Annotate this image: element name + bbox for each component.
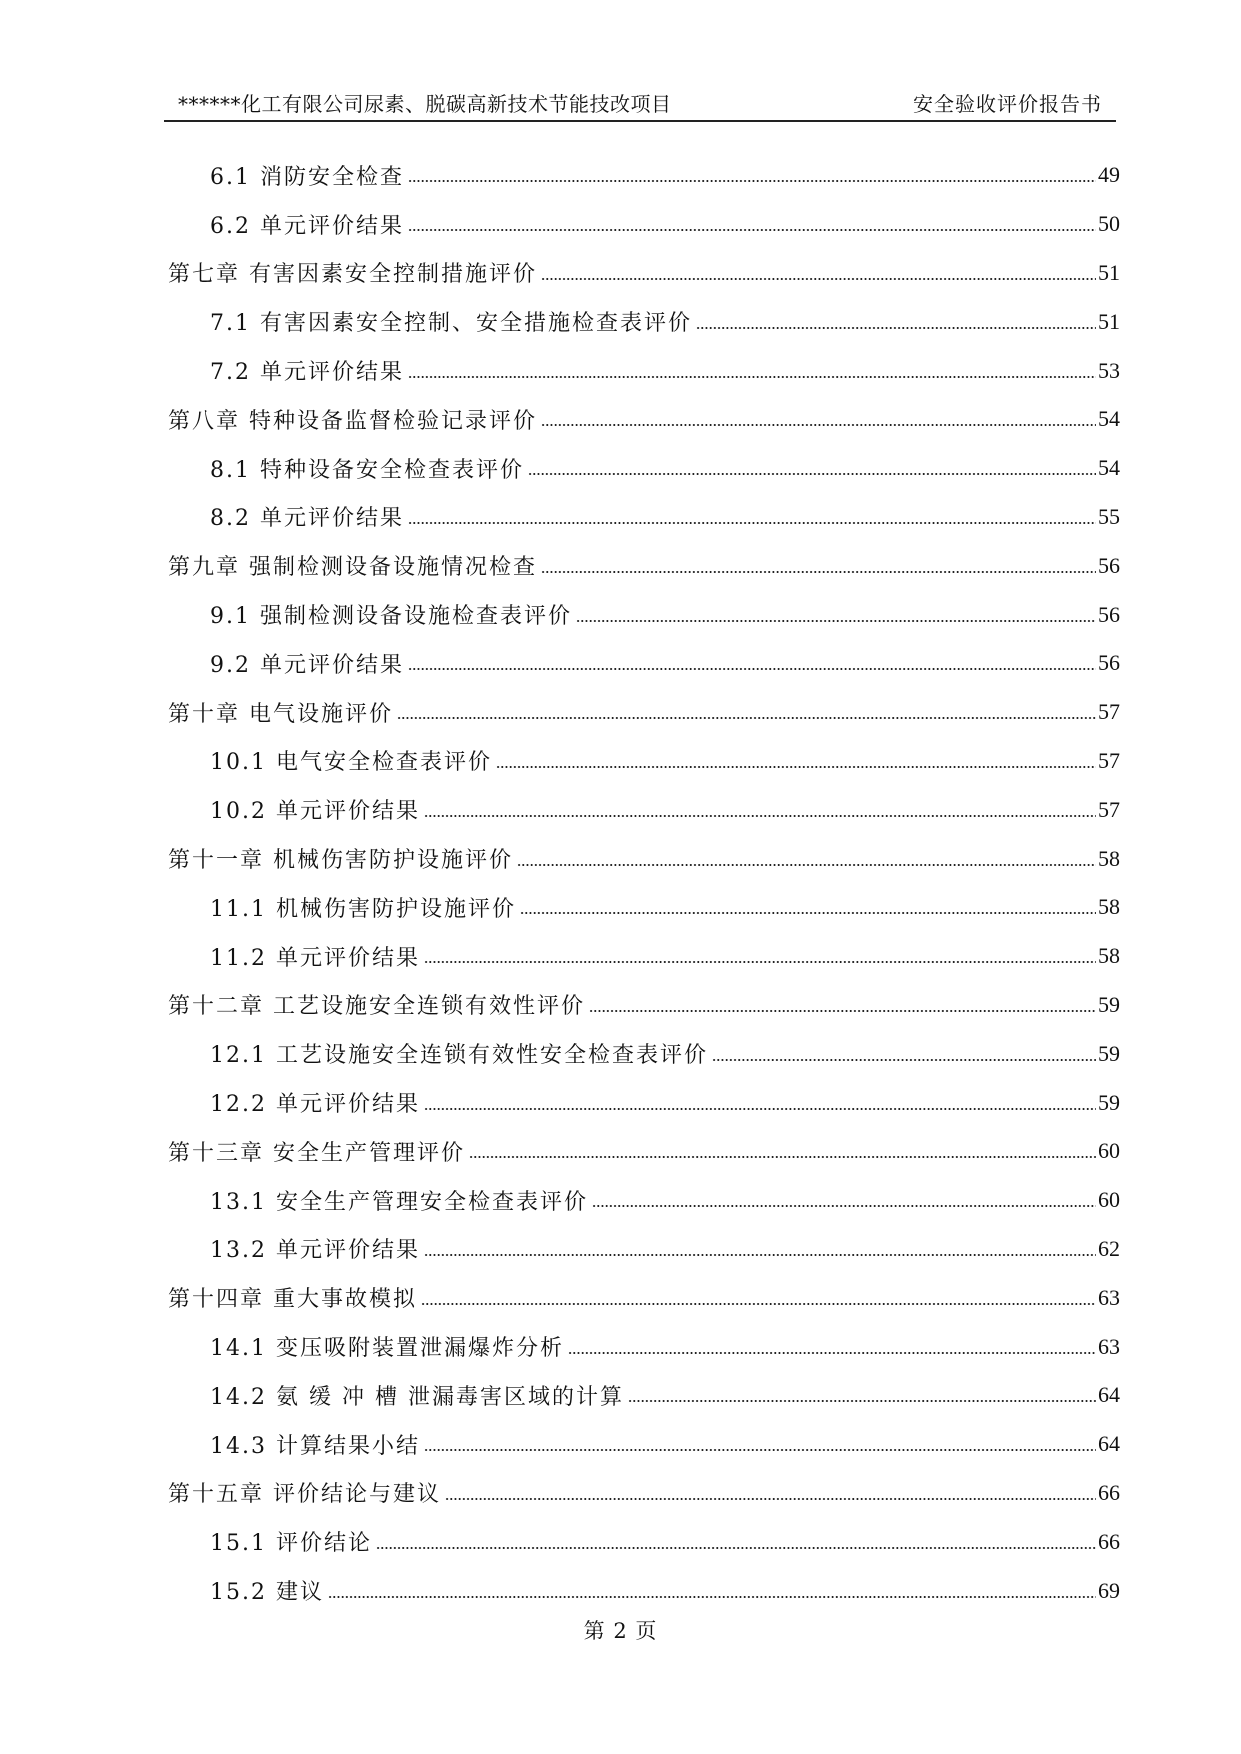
toc-chapter-entry[interactable] [168, 1273, 1120, 1322]
page-header [164, 86, 1116, 122]
toc-dot-leader [424, 1449, 1096, 1451]
toc-section-entry[interactable] [168, 346, 1120, 395]
toc-section-entry[interactable] [168, 590, 1120, 639]
toc-entry-title: 第十五章 评价结论与建议 [168, 1482, 441, 1508]
toc-entry-page-number: 60 [1098, 1187, 1120, 1213]
toc-dot-leader [445, 1498, 1096, 1500]
toc-entry-title: 第十二章 工艺设施安全连锁有效性评价 [168, 994, 585, 1020]
toc-section-entry[interactable] [168, 1176, 1120, 1225]
toc-entry-title: 11.1 机械伤害防护设施评价 [210, 896, 516, 922]
toc-entry-title: 10.2 单元评价结果 [210, 799, 420, 825]
toc-section-entry[interactable] [168, 1566, 1120, 1615]
toc-section-entry[interactable] [168, 200, 1120, 249]
toc-entry-page-number: 57 [1098, 796, 1120, 822]
toc-entry-title: 7.2 单元评价结果 [210, 360, 404, 386]
toc-section-entry[interactable] [168, 1029, 1120, 1078]
toc-section-entry[interactable] [168, 1420, 1120, 1469]
toc-entry-title: 11.2 单元评价结果 [210, 945, 420, 971]
toc-dot-leader [528, 473, 1096, 475]
toc-entry-title: 第十一章 机械伤害防护设施评价 [168, 848, 513, 874]
toc-entry-page-number: 62 [1098, 1235, 1120, 1261]
toc-entry-title: 6.2 单元评价结果 [210, 213, 404, 239]
toc-dot-leader [408, 668, 1096, 670]
toc-entry-title: 8.1 特种设备安全检查表评价 [210, 457, 524, 483]
toc-dot-leader [424, 961, 1096, 963]
toc-entry-page-number: 69 [1098, 1577, 1120, 1603]
toc-section-entry[interactable] [168, 1078, 1120, 1127]
toc-entry-page-number: 66 [1098, 1528, 1120, 1554]
toc-dot-leader [628, 1400, 1096, 1402]
toc-dot-leader [424, 815, 1096, 817]
toc-entry-title: 12.2 单元评价结果 [210, 1092, 420, 1118]
toc-section-entry[interactable] [168, 883, 1120, 932]
toc-dot-leader [517, 864, 1096, 866]
toc-dot-leader [696, 327, 1096, 329]
toc-section-entry[interactable] [168, 1517, 1120, 1566]
toc-entry-page-number: 54 [1098, 455, 1120, 481]
toc-entry-title: 15.1 评价结论 [210, 1531, 372, 1557]
toc-entry-title: 8.2 单元评价结果 [210, 506, 404, 532]
toc-entry-title: 14.1 变压吸附装置泄漏爆炸分析 [210, 1336, 564, 1362]
toc-chapter-entry[interactable] [168, 541, 1120, 590]
toc-entry-title: 6.1 消防安全检查 [210, 164, 404, 190]
toc-entry-page-number: 56 [1098, 552, 1120, 578]
header-report-title: 安全验收评价报告书 [913, 92, 1102, 116]
toc-dot-leader [424, 1254, 1096, 1256]
toc-entry-page-number: 57 [1098, 747, 1120, 773]
toc-entry-title: 第八章 特种设备监督检验记录评价 [168, 408, 537, 434]
toc-entry-page-number: 60 [1098, 1138, 1120, 1164]
toc-entry-page-number: 49 [1098, 162, 1120, 188]
table-of-contents [168, 151, 1120, 1615]
toc-dot-leader [541, 424, 1096, 426]
toc-entry-title: 12.1 工艺设施安全连锁有效性安全检查表评价 [210, 1043, 708, 1069]
toc-entry-title: 14.3 计算结果小结 [210, 1433, 420, 1459]
toc-section-entry[interactable] [168, 737, 1120, 786]
toc-chapter-entry[interactable] [168, 1469, 1120, 1518]
toc-dot-leader [576, 620, 1096, 622]
toc-entry-title: 14.2 氨 缓 冲 槽 泄漏毒害区域的计算 [210, 1384, 624, 1410]
toc-chapter-entry[interactable] [168, 395, 1120, 444]
toc-section-entry[interactable] [168, 444, 1120, 493]
toc-dot-leader [712, 1059, 1096, 1061]
toc-dot-leader [592, 1205, 1096, 1207]
toc-entry-title: 第十三章 安全生产管理评价 [168, 1140, 465, 1166]
toc-chapter-entry[interactable] [168, 834, 1120, 883]
toc-entry-page-number: 56 [1098, 601, 1120, 627]
toc-entry-page-number: 58 [1098, 845, 1120, 871]
toc-entry-page-number: 66 [1098, 1479, 1120, 1505]
toc-dot-leader [328, 1596, 1096, 1598]
toc-dot-leader [421, 1303, 1096, 1305]
toc-section-entry[interactable] [168, 297, 1120, 346]
toc-chapter-entry[interactable] [168, 249, 1120, 298]
toc-dot-leader [589, 1010, 1096, 1012]
toc-entry-page-number: 56 [1098, 650, 1120, 676]
toc-section-entry[interactable] [168, 785, 1120, 834]
toc-section-entry[interactable] [168, 1371, 1120, 1420]
toc-dot-leader [541, 571, 1096, 573]
toc-dot-leader [424, 1108, 1096, 1110]
toc-dot-leader [541, 278, 1096, 280]
toc-chapter-entry[interactable] [168, 1127, 1120, 1176]
toc-entry-page-number: 63 [1098, 1284, 1120, 1310]
toc-dot-leader [397, 717, 1096, 719]
toc-entry-page-number: 63 [1098, 1333, 1120, 1359]
toc-section-entry[interactable] [168, 932, 1120, 981]
toc-chapter-entry[interactable] [168, 688, 1120, 737]
toc-entry-title: 9.1 强制检测设备设施检查表评价 [210, 604, 572, 630]
toc-entry-title: 10.1 电气安全检查表评价 [210, 750, 492, 776]
toc-dot-leader [408, 180, 1096, 182]
toc-entry-page-number: 50 [1098, 211, 1120, 237]
toc-entry-page-number: 58 [1098, 943, 1120, 969]
toc-entry-title: 第十章 电气设施评价 [168, 701, 393, 727]
toc-entry-page-number: 54 [1098, 406, 1120, 432]
toc-entry-page-number: 59 [1098, 991, 1120, 1017]
page-number: 第 2 页 [583, 1619, 658, 1643]
toc-dot-leader [408, 376, 1096, 378]
toc-entry-title: 第十四章 重大事故模拟 [168, 1287, 417, 1313]
toc-entry-page-number: 55 [1098, 503, 1120, 529]
toc-entry-page-number: 59 [1098, 1040, 1120, 1066]
toc-entry-page-number: 57 [1098, 699, 1120, 725]
toc-entry-page-number: 51 [1098, 308, 1120, 334]
toc-section-entry[interactable] [168, 1225, 1120, 1274]
toc-dot-leader [520, 912, 1096, 914]
toc-entry-title: 7.1 有害因素安全控制、安全措施检查表评价 [210, 311, 692, 337]
toc-entry-title: 15.2 建议 [210, 1580, 324, 1605]
toc-entry-page-number: 64 [1098, 1431, 1120, 1457]
toc-entry-title: 13.2 单元评价结果 [210, 1238, 420, 1264]
toc-entry-page-number: 53 [1098, 357, 1120, 383]
toc-dot-leader [469, 1156, 1096, 1158]
toc-entry-page-number: 58 [1098, 894, 1120, 920]
toc-dot-leader [408, 522, 1096, 524]
toc-entry-page-number: 51 [1098, 259, 1120, 285]
toc-entry-title: 9.2 单元评价结果 [210, 652, 404, 678]
toc-chapter-entry[interactable] [168, 981, 1120, 1030]
toc-entry-title: 13.1 安全生产管理安全检查表评价 [210, 1189, 588, 1215]
toc-entry-title: 第九章 强制检测设备设施情况检查 [168, 555, 537, 581]
toc-entry-page-number: 64 [1098, 1382, 1120, 1408]
toc-section-entry[interactable] [168, 639, 1120, 688]
toc-section-entry[interactable] [168, 1322, 1120, 1371]
toc-dot-leader [376, 1547, 1096, 1549]
header-project-title: ******化工有限公司尿素、脱碳高新技术节能技改项目 [178, 92, 672, 116]
toc-dot-leader [408, 229, 1096, 231]
toc-entry-title: 第七章 有害因素安全控制措施评价 [168, 262, 537, 288]
toc-entry-page-number: 59 [1098, 1089, 1120, 1115]
toc-dot-leader [568, 1352, 1096, 1354]
toc-dot-leader [496, 766, 1096, 768]
toc-section-entry[interactable] [168, 493, 1120, 542]
toc-section-entry[interactable] [168, 151, 1120, 200]
